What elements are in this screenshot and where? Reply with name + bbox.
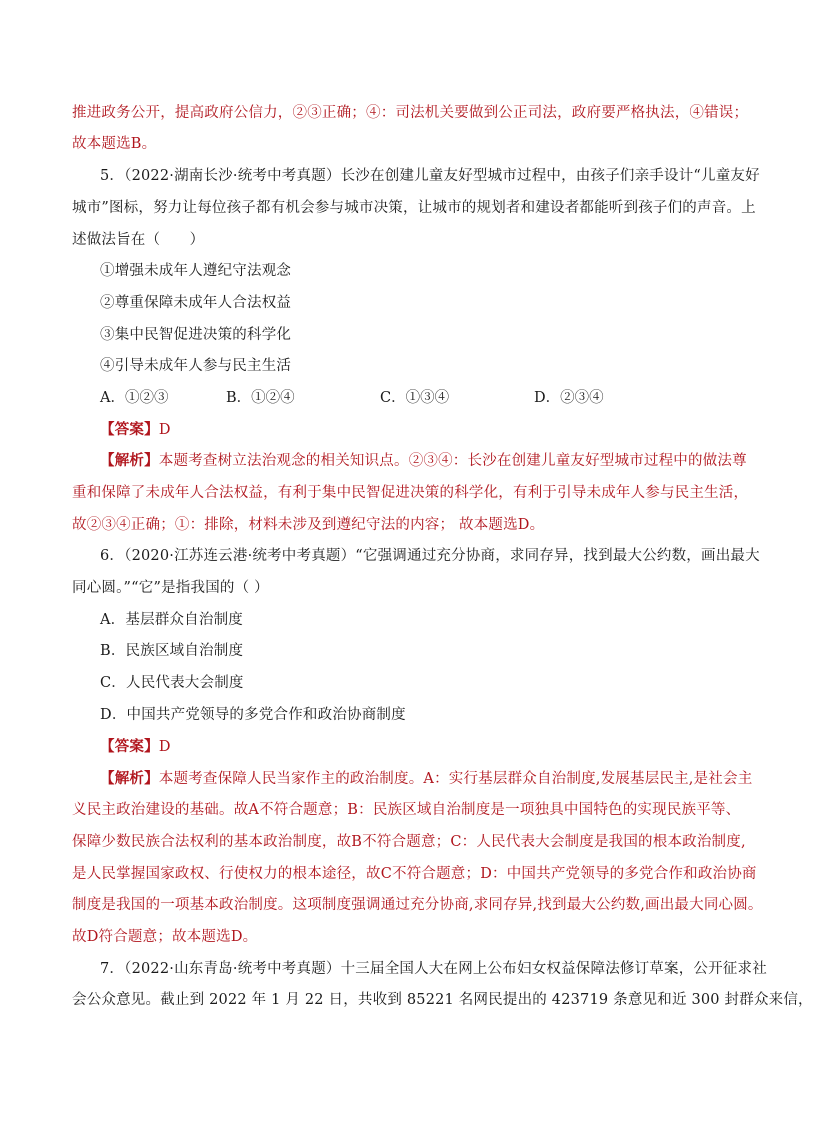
q5-analysis-line-3: 故②③④正确；①：排除，材料未涉及到遵纪守法的内容； 故本题选D。 [72,517,545,533]
q6-choice-d: D．中国共产党领导的多党合作和政治协商制度 [100,707,406,723]
q5-analysis-line-1 [100,451,760,471]
q6-answer-value: D [158,739,171,755]
q6-choice-b: B．民族区域自治制度 [100,643,244,659]
q5-choice-d: D．②③④ [534,390,604,406]
q7-stem-line-1: 7．（2022·山东青岛·统考中考真题）十三届全国人大在网上公布妇女权益保障法修订草案，公开征求社 [100,961,767,977]
q6-stem-line-1: 6．（2020·江苏连云港·统考中考真题）“它强调通过充分协商，求同存异，找到最大公约数，画出最大 [100,548,760,564]
q6-choice-c: C．人民代表大会制度 [100,675,244,691]
q6-analysis-line-4: 是人民掌握国家政权、行使权力的根本途径，故C不符合题意；D：中国共产党领导的多党合作和政治协商 [72,866,757,882]
q6-analysis-line-3: 保障少数民族合法权利的基本政治制度，故B不符合题意；C：人民代表大会制度是我国的根本政治制度, [72,834,746,850]
q5-answer-label: 【答案】 [100,421,159,438]
q6-analysis-text-1: 本题考查保障人民当家作主的政治制度。A：实行基层群众自治制度,发展基层民主,是社会主 [158,771,753,787]
q6-analysis-line-5: 制度是我国的一项基本政治制度。这项制度强调通过充分协商,求同存异,找到最大公约数,画出最大同心圆。 [72,897,763,913]
q5-analysis-text-1: 本题考查树立法治观念的相关知识点。②③④：长沙在创建儿童友好型城市过程中的做法尊 [158,453,747,469]
q5-stem-line-3: 述做法旨在（ ） [72,232,205,248]
q6-answer-label: 【答案】 [100,738,159,755]
q5-choice-b: B．①②④ [226,390,295,406]
q6-analysis-label: 【解析】 [100,770,159,787]
q6-analysis-line-6: 故D符合题意；故本题选D。 [72,929,258,945]
q5-item-2: ②尊重保障未成年人合法权益 [100,295,292,311]
q6-choice-a: A．基层群众自治制度 [100,612,243,628]
q5-choice-c: C．①③④ [380,390,450,406]
prev-analysis-line-1: 推进政务公开，提高政府公信力，②③正确；④：司法机关要做到公正司法，政府要严格执法，④错误； [72,105,749,121]
prev-analysis-line-2: 故本题选B。 [72,136,157,152]
q5-choice-a: A．①②③ [100,390,169,406]
q5-answer [100,420,760,440]
q6-analysis-line-1 [100,769,760,789]
q5-answer-value: D [158,422,171,438]
q5-analysis-label: 【解析】 [100,452,159,469]
q6-stem-line-2: 同心圆。”“它”是指我国的（ ） [72,580,269,596]
q7-stem-line-2: 会公众意见。截止到 2022 年 1 月 22 日，共收到 85221 名网民提出的 423719 条意见和近 300 封群众来信， [72,992,813,1008]
q5-item-3: ③集中民智促进决策的科学化 [100,327,292,343]
q5-stem-line-2: 城市”图标，努力让每位孩子都有机会参与城市决策，让城市的规划者和建设者都能听到孩子们的声音。上 [72,200,756,216]
q6-analysis-line-2: 义民主政治建设的基础。故A不符合题意；B：民族区域自治制度是一项独具中国特色的实现民族平等、 [72,802,741,818]
q5-item-1: ①增强未成年人遵纪守法观念 [100,263,292,279]
q5-item-4: ④引导未成年人参与民主生活 [100,358,292,374]
q5-stem-line-1: 5．（2022·湖南长沙·统考中考真题）长沙在创建儿童友好型城市过程中，由孩子们亲手设计“儿童友好 [100,168,760,184]
q6-answer [100,737,760,757]
q5-analysis-line-2: 重和保障了未成年人合法权益，有利于集中民智促进决策的科学化，有利于引导未成年人参与民主生活， [72,485,749,501]
